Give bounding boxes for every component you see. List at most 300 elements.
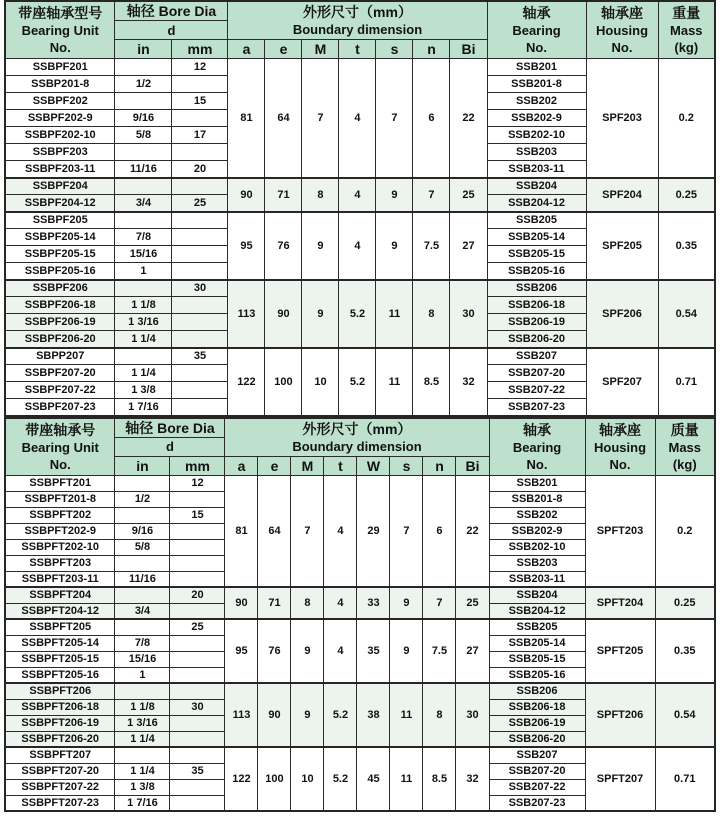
unit-no-cell: SSBPF206-19 — [5, 314, 115, 331]
bore-in-cell: 1 — [115, 263, 172, 280]
mass-cell: 0.35 — [655, 619, 715, 683]
bearing-no-cell: SSB202 — [489, 507, 585, 523]
unit-no-cell: SSBPF207-23 — [5, 399, 115, 416]
bore-in-cell — [115, 280, 172, 297]
bore-in-cell — [115, 59, 172, 76]
bore-mm-cell — [172, 365, 228, 382]
dim-t-cell: 4 — [339, 178, 376, 212]
dim-t-cell: 4 — [339, 212, 376, 280]
bore-in-cell — [115, 212, 172, 229]
bearing-no-cell: SSB207-20 — [487, 365, 586, 382]
dim-s-cell: 7 — [376, 59, 413, 178]
unit-no-cell: SSBPFT202-9 — [5, 523, 115, 539]
bore-in-cell — [115, 747, 170, 763]
dim-e-cell: 71 — [265, 178, 302, 212]
bore-in-cell: 1 — [115, 667, 170, 683]
dim-W-cell: 45 — [357, 747, 390, 811]
bore-mm-cell — [172, 263, 228, 280]
bearing-no-cell: SSB205 — [489, 619, 585, 635]
unit-no-cell: SSBPF206-18 — [5, 297, 115, 314]
dim-Bi-cell: 27 — [450, 212, 487, 280]
unit-no-cell: SSBPFT204 — [5, 587, 115, 603]
header-dim-M: M — [291, 456, 324, 475]
bearing-no-cell: SSB206 — [489, 683, 585, 699]
unit-no-cell: SSBPFT203 — [5, 555, 115, 571]
table-row — [5, 59, 715, 76]
bearing-no-cell: SSB207-22 — [489, 779, 585, 795]
unit-no-cell: SSBPFT206-20 — [5, 731, 115, 747]
bearing-no-cell: SSB206-20 — [489, 731, 585, 747]
dim-t-cell: 4 — [339, 59, 376, 178]
mass-cell: 0.2 — [658, 59, 715, 178]
bore-in-cell: 1 1/4 — [115, 731, 170, 747]
dim-s-cell: 11 — [376, 280, 413, 348]
dim-M-cell: 9 — [302, 212, 339, 280]
header-housing-no-line-1: Housing — [596, 23, 649, 38]
dim-t-cell: 5.2 — [324, 747, 357, 811]
bore-in-cell: 9/16 — [115, 110, 172, 127]
dim-s-cell: 9 — [376, 178, 413, 212]
bore-in-cell: 1 3/8 — [115, 382, 172, 399]
bore-in-cell: 1/2 — [115, 76, 172, 93]
header-housing-no-line-0: 轴承座 — [599, 421, 642, 438]
unit-no-cell: SSBPFT205-15 — [5, 651, 115, 667]
dim-W-cell: 38 — [357, 683, 390, 747]
unit-no-cell: SSBPFT202-10 — [5, 539, 115, 555]
bore-in-cell: 1/2 — [115, 491, 170, 507]
table-row — [5, 475, 715, 491]
header-housing-no-line-2: No. — [611, 40, 633, 55]
bearing-no-cell: SSB206-18 — [489, 699, 585, 715]
dim-a-cell: 90 — [228, 178, 265, 212]
header-dim-Bi: Bi — [450, 40, 487, 59]
bore-mm-cell: 30 — [172, 280, 228, 297]
dim-a-cell: 90 — [225, 587, 258, 619]
bore-mm-cell: 25 — [170, 619, 225, 635]
table-row — [5, 587, 715, 603]
unit-no-cell: SSBPF205-14 — [5, 229, 115, 246]
bore-mm-cell: 35 — [170, 763, 225, 779]
dim-e-cell: 64 — [258, 475, 291, 587]
header-housing-no — [586, 1, 658, 59]
dim-n-cell: 8.5 — [413, 348, 450, 416]
bore-mm-cell — [172, 297, 228, 314]
unit-no-cell: SSBPF205-16 — [5, 263, 115, 280]
table-row — [5, 747, 715, 763]
unit-no-cell: SSBPFT201-8 — [5, 491, 115, 507]
bore-mm-cell: 15 — [172, 93, 228, 110]
header-dim-Bi: Bi — [456, 456, 489, 475]
bore-in-cell: 1 1/4 — [115, 331, 172, 348]
unit-no-cell: SSBPF205-15 — [5, 246, 115, 263]
unit-no-cell: SSBPFT207-23 — [5, 795, 115, 811]
dim-n-cell: 7 — [413, 178, 450, 212]
housing-no-cell: SPF204 — [586, 178, 658, 212]
table-row — [5, 212, 715, 229]
unit-no-cell: SSBPFT207 — [5, 747, 115, 763]
bearing-no-cell: SSB207-23 — [487, 399, 586, 416]
dim-Bi-cell: 32 — [450, 348, 487, 416]
dim-M-cell: 7 — [302, 59, 339, 178]
bore-mm-cell — [172, 314, 228, 331]
bearing-no-cell: SSB206-20 — [487, 331, 586, 348]
mass-cell: 0.35 — [658, 212, 715, 280]
dim-a-cell: 81 — [228, 59, 265, 178]
header-bearing-no-line-2: No. — [526, 40, 547, 55]
unit-no-cell: SSBPFT204-12 — [5, 603, 115, 619]
table-row — [5, 619, 715, 635]
housing-no-cell: SPF205 — [586, 212, 658, 280]
bore-in-cell: 1 3/16 — [115, 715, 170, 731]
header-bearing-unit-no-line-1: Bearing Unit — [21, 23, 99, 38]
dim-t-cell: 5.2 — [324, 683, 357, 747]
bearing-no-cell: SSB201-8 — [489, 491, 585, 507]
dim-a-cell: 81 — [225, 475, 258, 587]
header-housing-no-line-1: Housing — [594, 439, 647, 455]
bearing-no-cell: SSB202-9 — [489, 523, 585, 539]
table-row — [5, 348, 715, 365]
bore-mm-cell — [170, 667, 225, 683]
dim-s-cell: 9 — [376, 212, 413, 280]
bore-in-cell — [115, 587, 170, 603]
unit-no-cell: SSBPF204 — [5, 178, 115, 195]
bore-mm-cell — [172, 246, 228, 263]
bore-mm-cell — [172, 110, 228, 127]
bore-mm-cell: 17 — [172, 127, 228, 144]
header-boundary-dimension-en: Boundary dimension — [292, 22, 423, 37]
unit-no-cell: SSBPF202-10 — [5, 127, 115, 144]
header-bearing-unit-no — [5, 418, 115, 476]
dim-Bi-cell: 32 — [456, 747, 489, 811]
dim-a-cell: 95 — [228, 212, 265, 280]
unit-no-cell: SSBPF204-12 — [5, 195, 115, 212]
dim-t-cell: 5.2 — [339, 348, 376, 416]
unit-no-cell: SSBPFT201 — [5, 475, 115, 491]
bearing-no-cell: SSB202-10 — [487, 127, 586, 144]
bore-mm-cell — [170, 635, 225, 651]
dim-Bi-cell: 22 — [450, 59, 487, 178]
dim-s-cell: 7 — [390, 475, 423, 587]
bearing-no-cell: SSB202-9 — [487, 110, 586, 127]
unit-no-cell: SSBPF202 — [5, 93, 115, 110]
header-bore-dia — [115, 1, 228, 21]
unit-no-cell: SSBPF206 — [5, 280, 115, 297]
dim-t-cell: 4 — [324, 475, 357, 587]
dim-M-cell: 9 — [302, 280, 339, 348]
unit-no-cell: SSBPFT202 — [5, 507, 115, 523]
housing-no-cell: SPFT205 — [585, 619, 655, 683]
unit-no-cell: SSBPFT206-19 — [5, 715, 115, 731]
header-bearing-no-line-0: 轴承 — [522, 5, 551, 21]
dim-n-cell: 8 — [413, 280, 450, 348]
bore-in-cell: 1 1/8 — [115, 699, 170, 715]
dim-M-cell: 10 — [302, 348, 339, 416]
header-bearing-unit-no-line-1: Bearing Unit — [21, 439, 99, 455]
dim-n-cell: 6 — [413, 59, 450, 178]
bore-mm-cell — [170, 539, 225, 555]
header-boundary-dimension — [225, 418, 489, 457]
dim-e-cell: 76 — [265, 212, 302, 280]
bore-mm-cell — [170, 795, 225, 811]
unit-no-cell: SSBPF207-20 — [5, 365, 115, 382]
unit-no-cell: SSBPF205 — [5, 212, 115, 229]
header-bore-dia — [115, 418, 225, 438]
header-bore-dia-label: 轴径 Bore Dia — [125, 419, 215, 436]
bearing-no-cell: SSB201-8 — [487, 76, 586, 93]
dim-e-cell: 90 — [258, 683, 291, 747]
header-dim-M: M — [302, 40, 339, 59]
header-dim-t: t — [324, 456, 357, 475]
unit-no-cell: SSBPFT207-20 — [5, 763, 115, 779]
bore-in-cell: 3/4 — [115, 195, 172, 212]
bearing-no-cell: SSB207 — [489, 747, 585, 763]
header-bore-in: in — [115, 456, 170, 475]
bearing-no-cell: SSB204-12 — [487, 195, 586, 212]
header-dim-a: a — [225, 456, 258, 475]
table-row — [5, 178, 715, 195]
header-bearing-no — [487, 1, 586, 59]
dim-n-cell: 7.5 — [413, 212, 450, 280]
unit-no-cell: SSBPFT205-16 — [5, 667, 115, 683]
header-bore-d: d — [115, 21, 228, 40]
bore-in-cell: 11/16 — [115, 161, 172, 178]
dim-a-cell: 122 — [228, 348, 265, 416]
mass-cell: 0.25 — [658, 178, 715, 212]
header-bearing-no-line-2: No. — [526, 456, 548, 472]
housing-no-cell: SPF203 — [586, 59, 658, 178]
bearing-no-cell: SSB205-15 — [487, 246, 586, 263]
bearing-no-cell: SSB204 — [487, 178, 586, 195]
dim-M-cell: 10 — [291, 747, 324, 811]
bore-mm-cell — [172, 229, 228, 246]
mass-cell: 0.2 — [655, 475, 715, 587]
bore-in-cell: 15/16 — [115, 651, 170, 667]
header-dim-e: e — [265, 40, 302, 59]
mass-cell: 0.54 — [658, 280, 715, 348]
header-bore-in: in — [115, 40, 172, 59]
bore-in-cell: 1 7/16 — [115, 399, 172, 416]
unit-no-cell: SSBPF202-9 — [5, 110, 115, 127]
unit-no-cell: SSBPF206-20 — [5, 331, 115, 348]
bore-in-cell: 11/16 — [115, 571, 170, 587]
bearing-no-cell: SSB206-19 — [489, 715, 585, 731]
dim-M-cell: 8 — [302, 178, 339, 212]
bore-in-cell — [115, 93, 172, 110]
bore-in-cell: 1 1/4 — [115, 763, 170, 779]
bearing-no-cell: SSB203 — [487, 144, 586, 161]
unit-no-cell: SSBPF203-11 — [5, 161, 115, 178]
mass-cell: 0.71 — [655, 747, 715, 811]
unit-no-cell: SSBPFT206 — [5, 683, 115, 699]
bearing-no-cell: SSB205-14 — [489, 635, 585, 651]
dim-M-cell: 9 — [291, 683, 324, 747]
header-bearing-no — [489, 418, 585, 476]
dim-t-cell: 4 — [324, 619, 357, 683]
bearing-no-cell: SSB204-12 — [489, 603, 585, 619]
bore-mm-cell — [170, 715, 225, 731]
dim-e-cell: 71 — [258, 587, 291, 619]
bore-mm-cell — [172, 144, 228, 161]
bore-in-cell — [115, 683, 170, 699]
header-bore-dia-label: 轴径 Bore Dia — [126, 3, 217, 19]
header-bearing-unit-no-line-0: 带座轴承号 — [25, 421, 96, 438]
bearing-table-1 — [4, 0, 716, 417]
bearing-no-cell: SSB201 — [489, 475, 585, 491]
bearing-no-cell: SSB203-11 — [489, 571, 585, 587]
bore-in-cell — [115, 348, 172, 365]
header-bore-d: d — [115, 437, 225, 456]
dim-e-cell: 76 — [258, 619, 291, 683]
dim-Bi-cell: 25 — [456, 587, 489, 619]
header-dim-n: n — [423, 456, 456, 475]
bearing-no-cell: SSB205-15 — [489, 651, 585, 667]
dim-s-cell: 11 — [390, 683, 423, 747]
header-bearing-unit-no-line-2: No. — [49, 456, 71, 472]
header-mass-line-0: 质量 — [670, 421, 699, 438]
bore-mm-cell: 12 — [170, 475, 225, 491]
housing-no-cell: SPF207 — [586, 348, 658, 416]
dim-s-cell: 9 — [390, 619, 423, 683]
unit-no-cell: SSBPFT207-22 — [5, 779, 115, 795]
bore-in-cell: 5/8 — [115, 539, 170, 555]
header-dim-s: s — [376, 40, 413, 59]
unit-no-cell: SSBPF207-22 — [5, 382, 115, 399]
header-boundary-dimension — [228, 1, 487, 40]
header-mass-line-0: 重量 — [672, 5, 701, 21]
mass-cell: 0.71 — [658, 348, 715, 416]
bore-in-cell: 1 1/4 — [115, 365, 172, 382]
bore-mm-cell — [170, 731, 225, 747]
header-mass-line-1: Mass — [668, 439, 702, 455]
dim-W-cell: 35 — [357, 619, 390, 683]
header-dim-t: t — [339, 40, 376, 59]
header-bearing-unit-no — [5, 1, 115, 59]
unit-no-cell: SSBPFT205-14 — [5, 635, 115, 651]
unit-no-cell: SSBPF203 — [5, 144, 115, 161]
housing-no-cell: SPFT203 — [585, 475, 655, 587]
dim-n-cell: 7 — [423, 587, 456, 619]
dim-n-cell: 8.5 — [423, 747, 456, 811]
housing-no-cell: SPFT206 — [585, 683, 655, 747]
dim-Bi-cell: 25 — [450, 178, 487, 212]
table-row — [5, 280, 715, 297]
header-housing-no-line-2: No. — [609, 456, 631, 472]
dim-a-cell: 113 — [225, 683, 258, 747]
dim-M-cell: 9 — [291, 619, 324, 683]
bore-mm-cell — [172, 399, 228, 416]
bore-mm-cell — [170, 491, 225, 507]
dim-M-cell: 8 — [291, 587, 324, 619]
bore-mm-cell: 30 — [170, 699, 225, 715]
bore-mm-cell — [170, 779, 225, 795]
bore-mm-cell — [172, 382, 228, 399]
bearing-no-cell: SSB201 — [487, 59, 586, 76]
dim-Bi-cell: 30 — [456, 683, 489, 747]
bearing-no-cell: SSB207-22 — [487, 382, 586, 399]
bore-mm-cell — [172, 178, 228, 195]
bearing-no-cell: SSB207 — [487, 348, 586, 365]
bore-in-cell — [115, 144, 172, 161]
header-boundary-dimension-zh: 外形尺寸（mm） — [303, 4, 412, 20]
header-bearing-unit-no-line-0: 带座轴承型号 — [18, 5, 103, 21]
bore-in-cell: 1 3/16 — [115, 314, 172, 331]
dim-s-cell: 11 — [376, 348, 413, 416]
bearing-no-cell: SSB205 — [487, 212, 586, 229]
header-bearing-no-line-0: 轴承 — [523, 421, 552, 438]
bore-mm-cell — [172, 331, 228, 348]
unit-no-cell: SSBP201-8 — [5, 76, 115, 93]
bore-mm-cell — [170, 523, 225, 539]
unit-no-cell: SSBPFT206-18 — [5, 699, 115, 715]
bearing-no-cell: SSB206 — [487, 280, 586, 297]
bearing-no-cell: SSB202-10 — [489, 539, 585, 555]
header-dim-n: n — [413, 40, 450, 59]
bore-in-cell: 15/16 — [115, 246, 172, 263]
header-bearing-no-line-1: Bearing — [512, 439, 562, 455]
dim-a-cell: 113 — [228, 280, 265, 348]
bore-mm-cell — [172, 212, 228, 229]
bearing-no-cell: SSB205-14 — [487, 229, 586, 246]
unit-no-cell: SBPP207 — [5, 348, 115, 365]
bore-in-cell: 9/16 — [115, 523, 170, 539]
dim-s-cell: 11 — [390, 747, 423, 811]
dim-e-cell: 100 — [265, 348, 302, 416]
bore-in-cell — [115, 619, 170, 635]
bearing-no-cell: SSB203-11 — [487, 161, 586, 178]
housing-no-cell: SPF206 — [586, 280, 658, 348]
bore-mm-cell: 20 — [170, 587, 225, 603]
header-dim-e: e — [258, 456, 291, 475]
housing-no-cell: SPFT207 — [585, 747, 655, 811]
dim-W-cell: 33 — [357, 587, 390, 619]
unit-no-cell: SSBPFT203-11 — [5, 571, 115, 587]
dim-n-cell: 6 — [423, 475, 456, 587]
dim-t-cell: 4 — [324, 587, 357, 619]
header-bearing-no-line-1: Bearing — [512, 23, 561, 38]
bore-in-cell: 1 3/8 — [115, 779, 170, 795]
dim-M-cell: 7 — [291, 475, 324, 587]
dim-n-cell: 7.5 — [423, 619, 456, 683]
bore-in-cell — [115, 507, 170, 523]
header-dim-W: W — [357, 456, 390, 475]
bearing-no-cell: SSB203 — [489, 555, 585, 571]
header-mass-line-2: (kg) — [674, 40, 699, 55]
bearing-no-cell: SSB206-19 — [487, 314, 586, 331]
table-row — [5, 683, 715, 699]
dim-e-cell: 100 — [258, 747, 291, 811]
header-bore-mm: mm — [170, 456, 225, 475]
unit-no-cell: SSBPF201 — [5, 59, 115, 76]
bore-mm-cell: 20 — [172, 161, 228, 178]
bore-mm-cell: 35 — [172, 348, 228, 365]
header-boundary-dimension-zh: 外形尺寸（mm） — [302, 420, 412, 437]
header-mass — [658, 1, 715, 59]
dim-t-cell: 5.2 — [339, 280, 376, 348]
unit-no-cell: SSBPFT205 — [5, 619, 115, 635]
bore-in-cell: 3/4 — [115, 603, 170, 619]
bearing-no-cell: SSB207-23 — [489, 795, 585, 811]
bearing-table-2 — [4, 417, 716, 813]
bore-in-cell: 1 1/8 — [115, 297, 172, 314]
housing-no-cell: SPFT204 — [585, 587, 655, 619]
bearing-no-cell: SSB207-20 — [489, 763, 585, 779]
dim-s-cell: 9 — [390, 587, 423, 619]
bore-mm-cell — [170, 571, 225, 587]
bearing-no-cell: SSB205-16 — [487, 263, 586, 280]
header-mass — [655, 418, 715, 476]
dim-e-cell: 90 — [265, 280, 302, 348]
mass-cell: 0.54 — [655, 683, 715, 747]
